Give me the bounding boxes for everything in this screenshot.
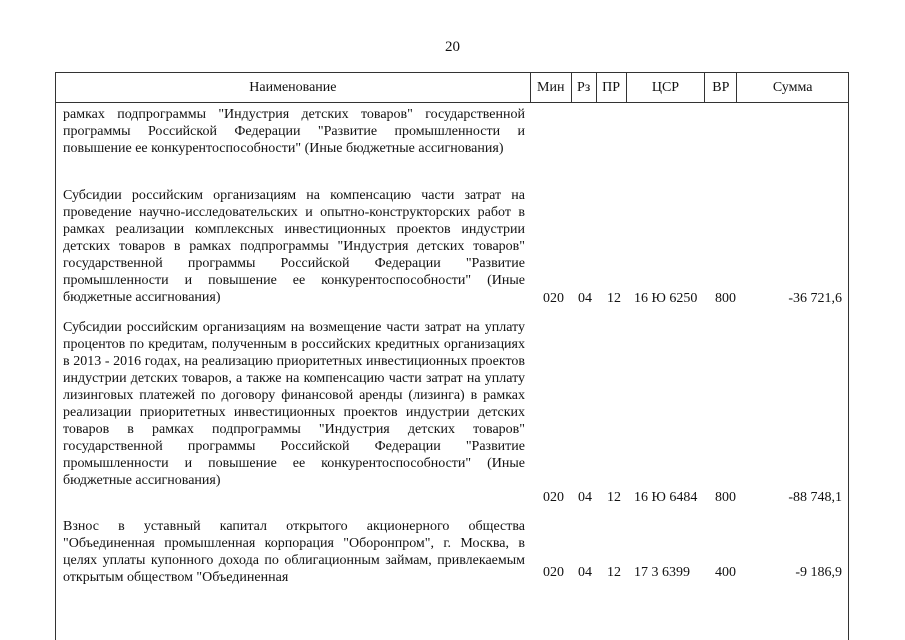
header-name: Наименование [56, 73, 531, 102]
cell-csr: 17 3 6399 [634, 565, 690, 580]
header-vr: ВР [705, 73, 737, 102]
header-min: Мин [531, 73, 572, 102]
cell-min: 020 [543, 291, 564, 306]
header-rz: Рз [572, 73, 597, 102]
page-number: 20 [445, 39, 460, 55]
cell-vr: 800 [715, 490, 736, 505]
table-border-right [848, 103, 849, 640]
header-csr: ЦСР [627, 73, 706, 102]
row-description: Субсидии российским организациям на компенсацию части затрат на проведение научно-исследовательских и опытно-конструкторских работ в рамках реализации комплексных инвестиционных проектов индустрии детских товаров в рамках подпрограммы "Индустрия детских товаров" государственной программы Российской Федерации "Развитие промышленности и повышение ее конкурентоспособности" (Иные бюджетные ассигнования) [63, 188, 525, 305]
header-sum: Сумма [772, 79, 813, 95]
cell-rz: 04 [578, 490, 592, 505]
cell-pr: 12 [607, 565, 621, 580]
cell-sum: -36 721,6 [788, 291, 842, 306]
table-header [55, 72, 849, 103]
cell-rz: 04 [578, 565, 592, 580]
row-description: Взнос в уставный капитал открытого акционерного общества "Объединенная промышленная корпорация "Оборонпром", г. Москва, в целях уплаты купонного дохода по облигационным займам, привлекаемым открытым обществом "Объединенная [63, 519, 525, 585]
cell-vr: 800 [715, 291, 736, 306]
cell-pr: 12 [607, 490, 621, 505]
cell-min: 020 [543, 565, 564, 580]
cell-rz: 04 [578, 291, 592, 306]
cell-min: 020 [543, 490, 564, 505]
cell-csr: 16 Ю 6250 [634, 291, 698, 306]
cell-sum: -9 186,9 [795, 565, 842, 580]
row-description: рамках подпрограммы "Индустрия детских товаров" государственной программы Российской Федерации "Развитие промышленности и повышение ее конкурентоспособности" (Иные бюджетные ассигнования) [63, 107, 525, 156]
table-border-left [55, 103, 56, 640]
row-description: Субсидии российским организациям на возмещение части затрат на уплату процентов по кредитам, полученным в российских кредитных организациях в 2013 - 2016 годах, на реализацию приоритетных инвестиционных проектов индустрии детских товаров, а также на компенсацию части затрат на уплату лизинговых платежей по договору финансовой аренды (лизинга) в рамках реализации приоритетных инвестиционных проектов индустрии детских товаров в рамках подпрограммы "Индустрия детских товаров" государственной программы Российской Федерации "Развитие промышленности и повышение ее конкурентоспособности" (Иные бюджетные ассигнования) [63, 320, 525, 488]
cell-vr: 400 [715, 565, 736, 580]
cell-csr: 16 Ю 6484 [634, 490, 698, 505]
cell-sum: -88 748,1 [788, 490, 842, 505]
cell-pr: 12 [607, 291, 621, 306]
header-pr: ПР [597, 73, 627, 102]
